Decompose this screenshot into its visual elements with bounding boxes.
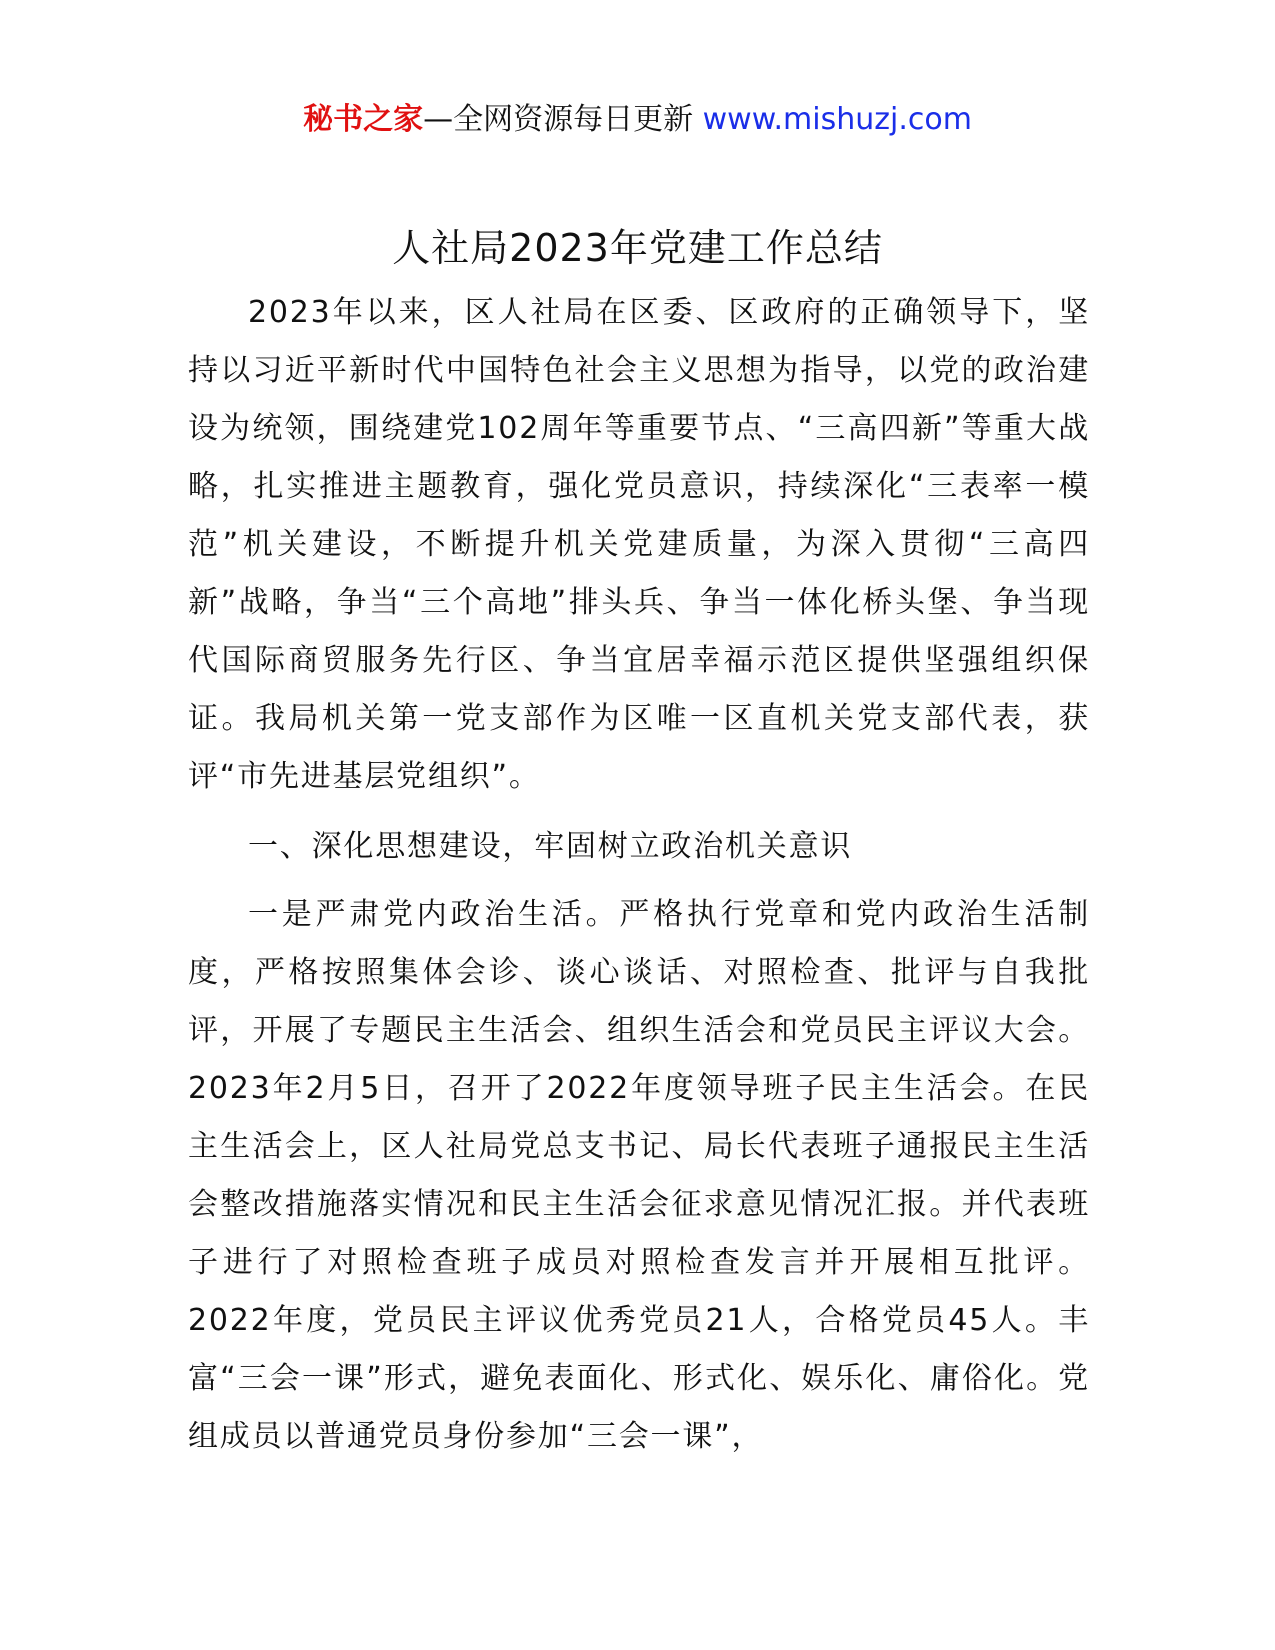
intro-paragraph: 2023年以来，区人社局在区委、区政府的正确领导下，坚持以习近平新时代中国特色社会主义思想为指导，以党的政治建设为统领，围绕建党102周年等重要节点、“三高四新”等重大战略，扎实推进主题教育，强化党员意识，持续深化“三表率一模范”机关建设，不断提升机关党建质量，为深入贯彻“三高四新”战略，争当“三个高地”排头兵、争当一体化桥头堡、争当现代国际商贸服务先行区、争当宜居幸福示范区提供坚强组织保证。我局机关第一党支部作为区唯一区直机关党支部代表，获评“市先进基层党组织”。 bbox=[188, 295, 1090, 794]
section-1-paragraph-1: 一是严肃党内政治生活。严格执行党章和党内政治生活制度，严格按照集体会诊、谈心谈话、对照检查、批评与自我批评，开展了专题民主生活会、组织生活会和党员民主评议大会。2023年2月5日，召开了2022年度领导班子民主生活会。在民主生活会上，区人社局党总支书记、局长代表班子通报民主生活会整改措施落实情况和民主生活会征求意见情况汇报。并代表班子进行了对照检查班子成员对照检查发言并开展相互批评。2022年度，党员民主评议优秀党员21人，合格党员45人。丰富“三会一课”形式，避免表面化、形式化、娱乐化、庸俗化。党组成员以普通党员身份参加“三会一课”， bbox=[188, 897, 1090, 1454]
section-heading-1: 一、深化思想建设，牢固树立政治机关意识 bbox=[248, 829, 853, 864]
brand-name: 秘书之家 bbox=[303, 102, 424, 137]
header-tagline: —全网资源每日更新 bbox=[423, 102, 694, 137]
site-header bbox=[0, 98, 1275, 142]
document-body bbox=[188, 284, 1090, 1466]
document-title: 人社局2023年党建工作总结 bbox=[392, 226, 883, 270]
site-url-link[interactable]: www.mishuzj.com bbox=[702, 102, 972, 137]
